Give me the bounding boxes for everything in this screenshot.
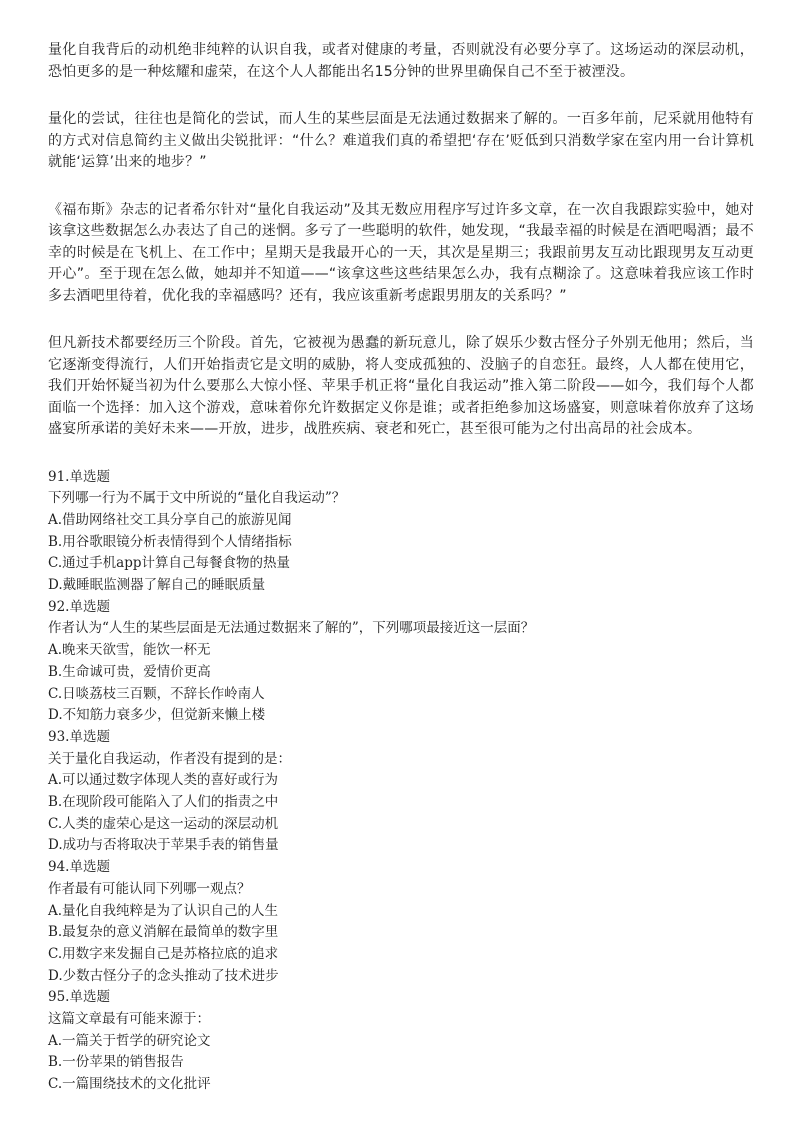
- question-item: [48, 727, 754, 857]
- question-type: 单选题: [69, 728, 110, 745]
- option-c[interactable]: C.通过手机app计算自己每餐食物的热量: [48, 555, 290, 572]
- question-header: [48, 727, 754, 749]
- option-c[interactable]: C.日啖荔枝三百颗，不辞长作岭南人: [48, 685, 265, 702]
- option-b[interactable]: B.一份苹果的销售报告: [48, 1054, 184, 1071]
- option-c[interactable]: C.用数字来发掘自己是苏格拉底的追求: [48, 945, 279, 962]
- question-header: [48, 467, 754, 489]
- document-page: [48, 40, 754, 1096]
- option-b[interactable]: B.用谷歌眼镜分析表情得到个人情绪指标: [48, 533, 292, 550]
- option-d[interactable]: D.少数古怪分子的念头推动了技术进步: [48, 967, 279, 984]
- question-type: 单选题: [69, 989, 110, 1006]
- question-header: [48, 987, 754, 1009]
- question-type: 单选题: [69, 859, 110, 876]
- question-number: 95.: [48, 989, 70, 1006]
- question-number: 91.: [48, 468, 70, 485]
- article-paragraph: 量化的尝试，往往也是简化的尝试，而人生的某些层面是无法通过数据来了解的。一百多年前，尼采就用他特有的方式对信息简约主义做出尖锐批评：“什么？难道我们真的希望把‘存在’贬低到只消数学家在室内用一台计算机就能‘运算’出来的地步？”: [48, 111, 754, 170]
- option-b[interactable]: B.最复杂的意义消解在最简单的数字里: [48, 924, 279, 941]
- question-number: 93.: [48, 728, 70, 745]
- question-item: [48, 467, 754, 597]
- question-item: [48, 597, 754, 727]
- question-type: 单选题: [69, 598, 110, 615]
- question-stem: 关于量化自我运动，作者没有提到的是：: [48, 750, 291, 767]
- question-type: 单选题: [69, 468, 110, 485]
- option-a[interactable]: A.借助网络社交工具分享自己的旅游见闻: [48, 511, 292, 528]
- option-d[interactable]: D.成功与否将取决于苹果手表的销售量: [48, 837, 279, 854]
- option-c[interactable]: C.人类的虚荣心是这一运动的深层动机: [48, 815, 279, 832]
- option-a[interactable]: A.可以通过数字体现人类的喜好或行为: [48, 772, 279, 789]
- option-b[interactable]: B.在现阶段可能陷入了人们的指责之中: [48, 794, 279, 811]
- question-header: [48, 597, 754, 619]
- option-a[interactable]: A.量化自我纯粹是为了认识自己的人生: [48, 902, 279, 919]
- question-header: [48, 857, 754, 879]
- question-stem: 这篇文章最有可能来源于：: [48, 1011, 210, 1028]
- option-d[interactable]: D.戴睡眠监测器了解自己的睡眠质量: [48, 577, 266, 594]
- question-stem: 作者认为“人生的某些层面是无法通过数据来了解的”，下列哪项最接近这一层面？: [48, 620, 535, 637]
- question-list: [48, 467, 754, 1096]
- article: [48, 40, 754, 441]
- question-item: [48, 987, 754, 1096]
- article-paragraph: 《福布斯》杂志的记者希尔针对“量化自我运动”及其无数应用程序写过许多文章，在一次自我跟踪实验中，她对该拿这些数据怎么办表达了自己的迷惘。多亏了一些聪明的软件，她发现，“我最幸福的时候是在酒吧喝酒；最不幸的时候是在飞机上、在工作中；星期天是我最开心的一天，其次是星期三；我跟前男友互动比跟现男友互动更开心”。至于现在怎么做，她却并不知道——“该拿这些这些结果怎么办，我有点糊涂了。这意味着我应该工作时多去酒吧里待着，优化我的幸福感吗？还有，我应该重新考虑跟男朋友的关系吗？”: [48, 201, 754, 304]
- question-number: 92.: [48, 598, 70, 615]
- question-stem: 作者最有可能认同下列哪一观点？: [48, 880, 251, 897]
- article-paragraph: 但凡新技术都要经历三个阶段。首先，它被视为愚蠢的新玩意儿，除了娱乐少数古怪分子外别无他用；然后，当它逐渐变得流行，人们开始指责它是文明的威胁，将人变成孤独的、没脑子的自恋狂。最终，人人都在使用它，我们开始怀疑当初为什么要那么大惊小怪、苹果手机正将“量化自我运动”推入第二阶段——如今，我们每个人都面临一个选择：加入这个游戏，意味着你允许数据定义你是谁；或者拒绝参加这场盛宴，则意味着你放弃了这场盛宴所承诺的美好未来——开放，进步，战胜疾病、衰老和死亡，甚至很可能为之付出高昂的社会成本。: [48, 335, 754, 437]
- option-a[interactable]: A.晚来天欲雪，能饮一杯无: [48, 642, 211, 659]
- option-b[interactable]: B.生命诚可贵，爱情价更高: [48, 663, 211, 680]
- option-d[interactable]: D.不知筋力衰多少，但觉新来懒上楼: [48, 707, 266, 724]
- option-c[interactable]: C.一篇围绕技术的文化批评: [48, 1076, 211, 1093]
- article-paragraph: 量化自我背后的动机绝非纯粹的认识自我，或者对健康的考量，否则就没有必要分享了。这场运动的深层动机，恐怕更多的是一种炫耀和虚荣，在这个人人都能出名15分钟的世界里确保自己不至于被湮没。: [48, 42, 754, 80]
- option-a[interactable]: A.一篇关于哲学的研究论文: [48, 1032, 211, 1049]
- question-stem: 下列哪一行为不属于文中所说的“量化自我运动”？: [48, 490, 346, 507]
- question-number: 94.: [48, 859, 70, 876]
- question-item: [48, 857, 754, 987]
